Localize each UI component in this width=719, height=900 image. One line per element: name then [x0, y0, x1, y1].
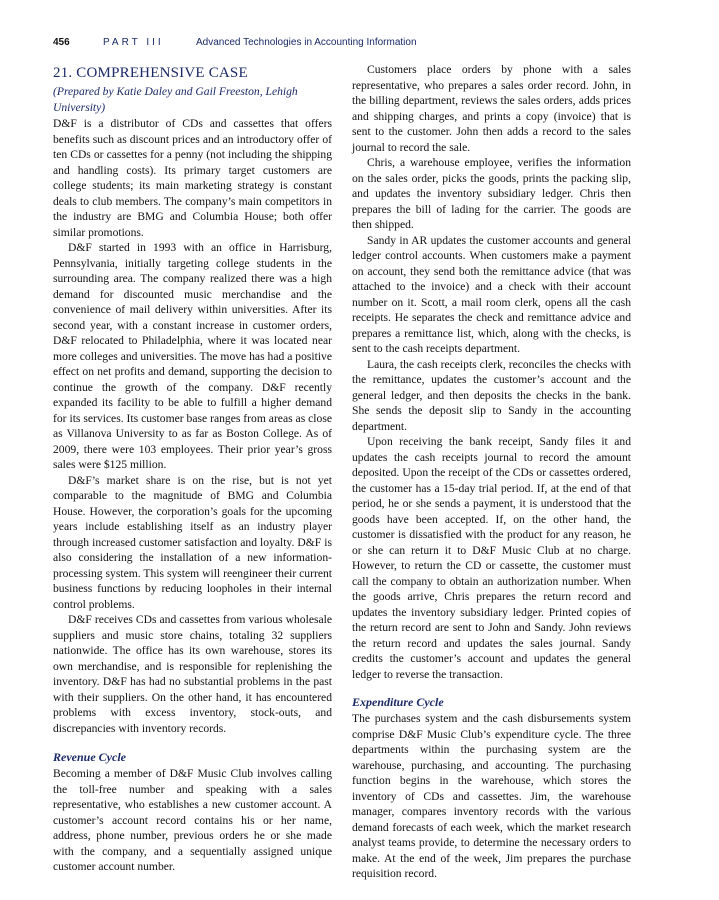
left-column: [53, 62, 332, 875]
page-number: 456: [53, 37, 70, 48]
revenue-paragraph: Sandy in AR updates the customer accounts and general ledger control accounts. When customers make a payment on account, they send both the remittance advice (that was attached to the invoice) and a check with their account number on it. Scott, a mail room clerk, opens all the cash receipts. He separates the check and remittance advice and prepares a remittance list, which, along with the checks, is sent to the cash receipts department.: [352, 233, 631, 355]
case-paragraph: D&F’s market share is on the rise, but is not yet comparable to the magnitude of BMG and Columbia House. However, the corporation’s goals for the upcoming years include establishing itself as an industry player through increased customer satisfaction and loyalty. D&F is also considering the installation of a new information-processing system. This system will reengineer their current business functions by reducing loopholes in their internal control problems.: [53, 473, 332, 611]
expenditure-cycle-heading: Expenditure Cycle: [352, 695, 444, 709]
case-paragraph: D&F receives CDs and cassettes from various wholesale suppliers and music store chains, totaling 32 suppliers nationwide. The office has its own warehouse, stores its own merchandise, and is responsible for replenishing the inventory. D&F has had no substantial problems in the past with their suppliers. On the other hand, it has encountered problems with excess inventory, stock-outs, and discrepancies with inventory records.: [53, 613, 332, 735]
revenue-paragraph: Becoming a member of D&F Music Club involves calling the toll-free number and speaking with a sales representative, who establishes a new customer account. A customer’s account record contains his or her name, address, phone number, previous orders he or she made with the company, and a sequentially assigned unique customer account number.: [53, 767, 332, 873]
revenue-paragraph: Chris, a warehouse employee, verifies the information on the sales order, picks the goods, prints the packing slip, and updates the inventory subsidiary ledger. Chris then prepares the bill of lading for the carrier. The goods are then shipped.: [352, 156, 631, 231]
revenue-paragraph: Customers place orders by phone with a sales representative, who prepares a sales order record. John, in the billing department, reviews the sales orders, adds prices and shipping charges, and prints a copy (invoice) that is sent to the customer. John then adds a record to the sales journal to record the sale.: [352, 63, 631, 154]
right-column: [352, 62, 631, 882]
part-label: PART III: [103, 37, 164, 48]
revenue-paragraph: Laura, the cash receipts clerk, reconciles the checks with the remittance, updates the customer’s account and the general ledger, and then deposits the checks in the bank. She sends the deposit slip to Sandy in the accounting department.: [352, 357, 631, 433]
revenue-cycle-heading: Revenue Cycle: [53, 750, 126, 764]
case-byline: (Prepared by Katie Daley and Gail Freeston, Lehigh University): [53, 85, 298, 114]
revenue-paragraph: Upon receiving the bank receipt, Sandy files it and updates the cash receipts journal to record the amount deposited. Upon the receipt of the CDs or cassettes ordered, the customer has a 15-day trial period. If, at the end of that period, he or she sends a payment, it is understood that the goods have been accepted. If, on the other hand, the customer is dissatisfied with the product for any reason, he or she can return it to D&F Music Club at no charge. However, to return the CD or cassette, the customer must call the company to obtain an authorization number. When the goods arrive, Chris prepares the return record and updates the inventory subsidiary ledger. Printed copies of the return record are sent to John and Sandy. John reviews the return record and updates the sales journal. Sandy credits the customer’s account and updates the general ledger to reverse the transaction.: [352, 435, 631, 681]
case-paragraph: D&F is a distributor of CDs and cassettes that offers benefits such as discount prices and an introductory offer of ten CDs or cassettes for a penny (not including the shipping and handling costs). Its primary target customers are college students; its main marketing strategy is constant deals to club members. The company’s main competitors in the industry are BMG and Columbia House; both offer similar promotions.: [53, 117, 332, 239]
expenditure-paragraph: The purchases system and the cash disbursements system comprise D&F Music Club’s expenditure cycle. The three departments within the purchasing system are the warehouse, purchasing, and accounting. The purchasing function begins in the warehouse, which stores the inventory of CDs and cassettes. Jim, the warehouse manager, compares inventory records with the various demand forecasts of each week, which the market research analyst teams provide, to determine the necessary orders to make. At the end of the week, Jim prepares the purchase requisition record.: [352, 712, 631, 880]
running-header: [53, 37, 673, 51]
case-title: 21. COMPREHENSIVE CASE: [53, 65, 248, 81]
case-paragraph: D&F started in 1993 with an office in Harrisburg, Pennsylvania, initially targeting college students in the surrounding area. The company realized there was a high demand for discounted music merchandise and the convenience of mail delivery within universities. After its second year, with a constant increase in customer orders, D&F relocated to Philadelphia, where it was located near more colleges and universities. The move has had a positive effect on net profits and demand, supporting the decision to continue the growth of the company. D&F recently expanded its facility to be able to fulfill a higher demand for its services. Its customer base ranges from areas as close as Villanova University to as far as Boston College. As of 2009, there were 103 employees. Their prior year’s gross sales were $125 million.: [53, 241, 332, 471]
part-title: Advanced Technologies in Accounting Information: [196, 37, 417, 48]
